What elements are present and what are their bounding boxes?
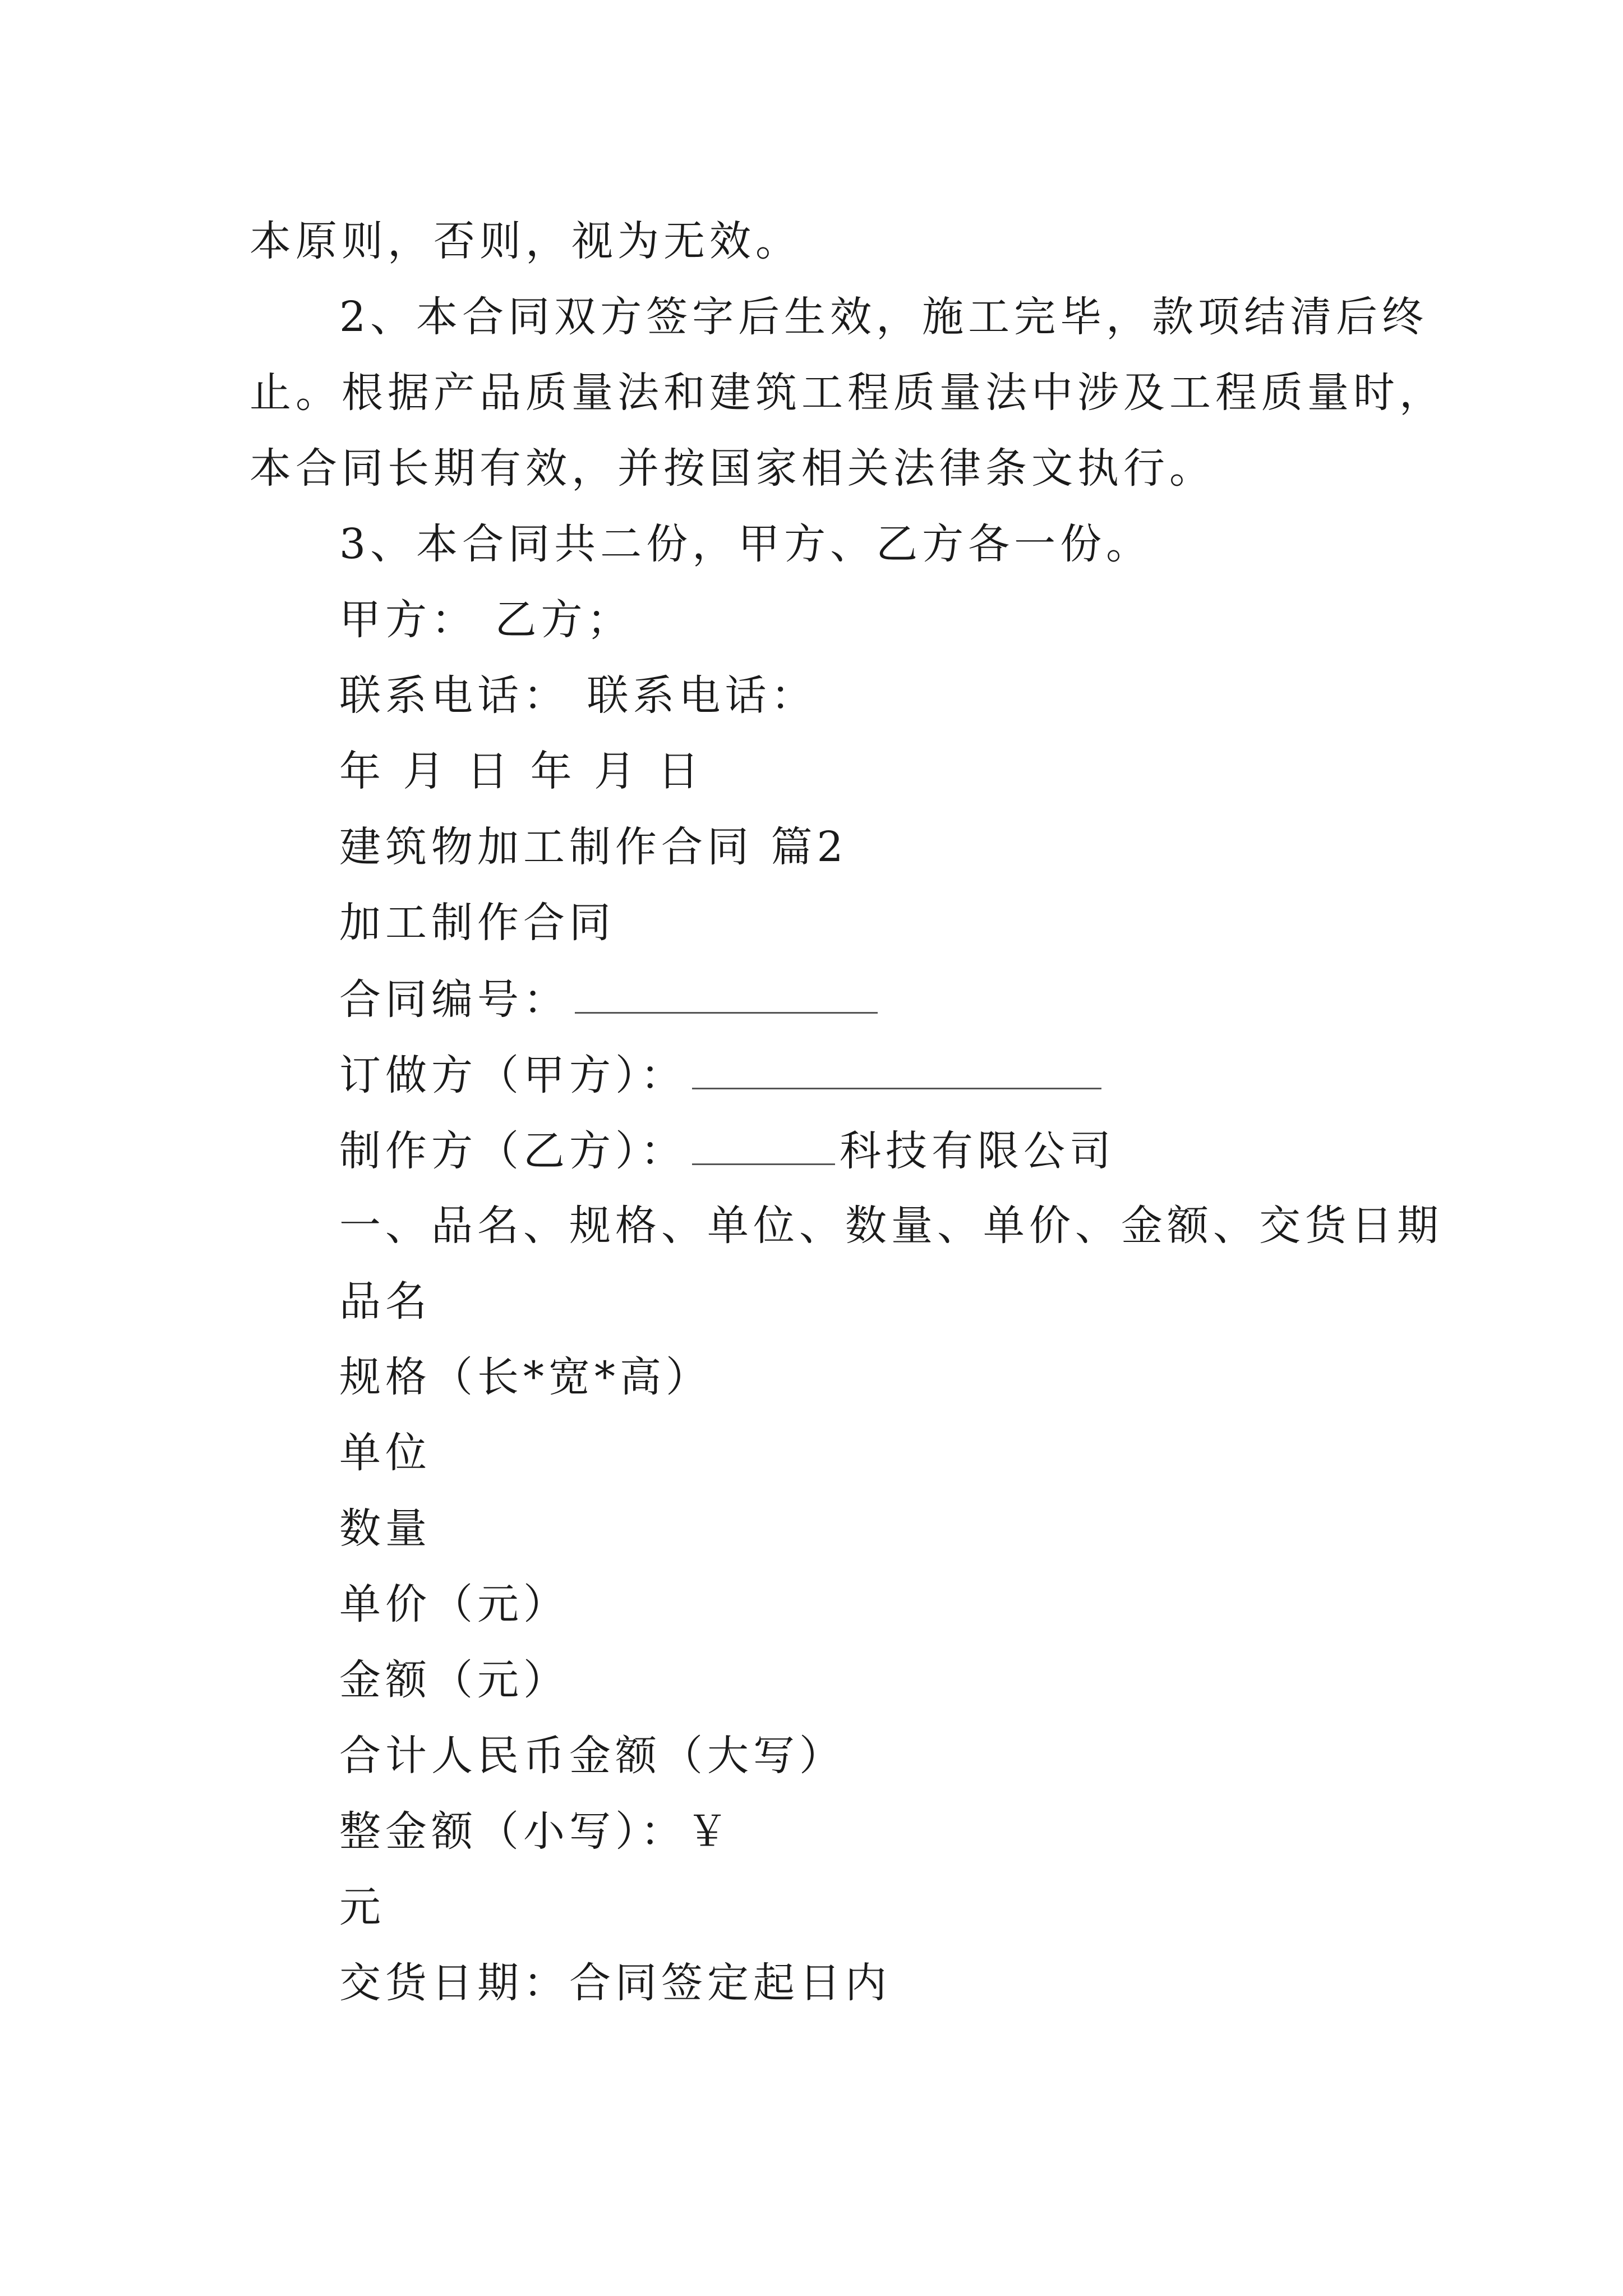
contract-number-label: 合同编号： <box>339 976 569 1024</box>
party-labels: 甲方： 乙方； <box>339 596 633 644</box>
field-quantity: 数量 <box>339 1504 431 1553</box>
clause-2-line-3: 本合同长期有效，并按国家相关法律条文执行。 <box>250 444 1215 493</box>
currency-unit: 元 <box>339 1883 385 1931</box>
maker-blank <box>692 1122 835 1165</box>
orderer-blank <box>692 1046 1101 1089</box>
field-product-name: 品名 <box>339 1277 431 1326</box>
item-section-heading: 一、品名、规格、单位、数量、单价、金额、交货日期 <box>339 1202 1443 1250</box>
maker-row <box>339 1122 1115 1178</box>
clause-2-line-1: 2、本合同双方签字后生效，施工完毕，款项结清后终 <box>339 293 1428 341</box>
contract-number-row <box>339 970 878 1027</box>
field-unit-price: 单价（元） <box>339 1580 569 1628</box>
field-unit: 单位 <box>339 1429 431 1477</box>
clause-2-line-2: 止。根据产品质量法和建筑工程质量法中涉及工程质量时， <box>250 369 1445 417</box>
phone-labels: 联系电话： 联系电话： <box>339 671 817 720</box>
orderer-row <box>339 1046 1101 1102</box>
contract-number-blank <box>575 970 878 1014</box>
orderer-label: 订做方（甲方）： <box>339 1051 686 1099</box>
field-total-uppercase: 合计人民币金额（大写） <box>339 1732 845 1780</box>
maker-label: 制作方（乙方）： <box>339 1127 686 1175</box>
field-total-lowercase: 整金额（小写）：￥ <box>339 1807 732 1856</box>
maker-company-suffix: 科技有限公司 <box>840 1127 1115 1175</box>
contract-title: 加工制作合同 <box>339 899 615 947</box>
field-specification: 规格（长*宽*高） <box>339 1353 712 1401</box>
section-heading: 建筑物加工制作合同 篇2 <box>339 823 848 871</box>
field-amount: 金额（元） <box>339 1656 569 1704</box>
clause-3: 3、本合同共二份，甲方、乙方各一份。 <box>339 520 1152 568</box>
clause-continuation: 本原则，否则，视为无效。 <box>250 217 801 265</box>
delivery-date: 交货日期：合同签定起日内 <box>339 1959 891 2007</box>
date-labels: 年 月 日 年 月 日 <box>339 747 704 795</box>
